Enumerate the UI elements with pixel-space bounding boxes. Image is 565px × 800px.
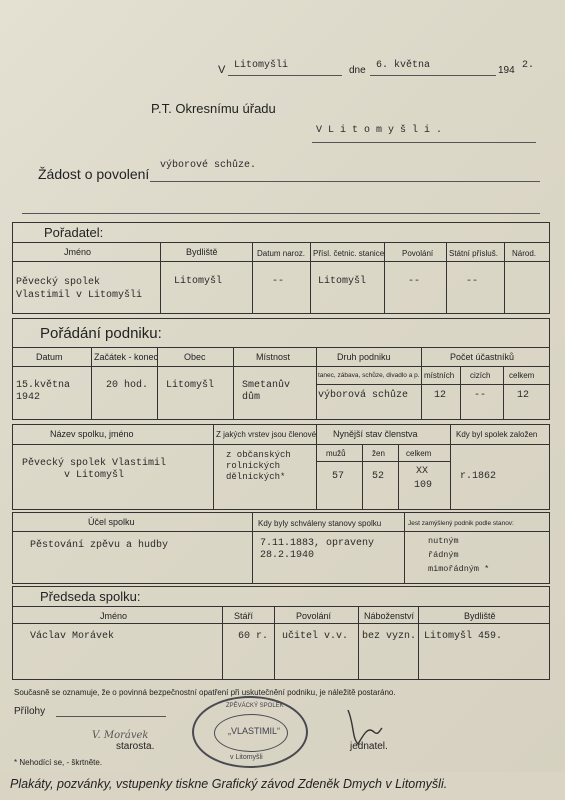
prilohy-line <box>56 716 166 717</box>
podnik-mistnost: Smetanův dům <box>242 380 291 403</box>
rule <box>404 512 405 584</box>
footnote: * Nehodící se, - škrtněte. <box>14 758 103 767</box>
rule <box>316 424 317 510</box>
predseda-povolani: učitel v.v. <box>282 631 349 642</box>
predseda-title: Předseda spolku: <box>40 589 141 604</box>
predseda-bydliste: Litomyšl 459. <box>424 631 503 642</box>
podnik-zacatek: 20 hod. <box>106 380 149 391</box>
v-label: V <box>218 64 226 76</box>
col-nabozenstvi: Náboženství <box>364 611 415 621</box>
rule <box>160 242 161 314</box>
podnik-title: Pořádání podniku: <box>40 325 162 342</box>
rule <box>504 242 505 314</box>
podnik-obec: Litomyšl <box>166 380 215 391</box>
col-predseda-bydliste: Bydliště <box>464 611 496 621</box>
col-druh: Druh podniku <box>337 352 391 362</box>
rule <box>252 512 253 584</box>
col-cizich: cizích <box>470 371 491 380</box>
col-vrstvy: Z jakých vrstev jsou členové <box>216 430 317 439</box>
rule <box>12 366 550 367</box>
request-label: Žádost o povolení <box>38 166 150 182</box>
option-mimoradnym: mimořádným * <box>428 564 490 574</box>
rule <box>358 606 359 680</box>
col-stanovy: Kdy byly schváleny stanovy spolku <box>258 519 382 528</box>
rule <box>503 366 504 420</box>
year-suffix: 2. <box>522 60 535 71</box>
col-ucel: Účel spolku <box>88 517 135 527</box>
col-predseda-povolani: Povolání <box>296 611 332 621</box>
podnik-mistnich: 12 <box>434 390 447 401</box>
col-muzu: mužů <box>326 449 346 458</box>
col-povolani: Povolání <box>402 249 434 258</box>
rule <box>316 384 550 385</box>
podnik-celkem: 12 <box>517 390 530 401</box>
rule <box>450 424 451 510</box>
rule <box>446 242 447 314</box>
col-celkem: celkem <box>509 371 535 380</box>
rule <box>398 444 399 510</box>
spolek-nazev: Pěvecký spolek Vlastimil v Litomyšl <box>22 458 167 481</box>
starosta-signature: V. Morávek <box>92 730 149 741</box>
podnik-datum: 15.května 1942 <box>16 380 71 403</box>
col-druh-sub: tanec, zábava, schůze, divadlo a p. <box>318 372 420 379</box>
rule <box>12 347 550 348</box>
spolek-muzu: 57 <box>332 471 345 482</box>
spolek-celkem: 109 <box>414 480 433 491</box>
rule <box>233 347 234 420</box>
jednatel-label: jednatel. <box>350 741 388 752</box>
rule <box>418 606 419 680</box>
podnik-cizich: -- <box>474 390 487 401</box>
request-value: výborové schůze. <box>160 160 257 171</box>
option-radnym: řádným <box>428 550 459 560</box>
poradatel-stanice: Litomyšl <box>318 276 367 287</box>
podnik-druh: výborová schůze <box>318 390 409 401</box>
rule <box>12 623 550 624</box>
col-zalozen: Kdy byl spolek založen <box>456 430 538 439</box>
year-prefix: 194 <box>498 65 515 76</box>
spolek-zalozen: r.1862 <box>460 471 497 482</box>
stamp-mid-text: „VLASTIMIL“ <box>228 726 281 736</box>
request-line-2 <box>22 213 540 214</box>
stamp-bottom-text: v Litomyšli <box>230 754 263 761</box>
col-pocet: Počet účastníků <box>450 352 515 362</box>
col-celkem-clenu: celkem <box>406 449 432 458</box>
rule <box>12 444 550 445</box>
request-line-1 <box>150 181 540 182</box>
poradatel-povolani: -- <box>408 276 421 287</box>
col-zacatek: Začátek - konec <box>94 352 159 362</box>
rule <box>310 242 311 314</box>
option-nutnym: nutným <box>428 536 459 546</box>
col-bydliste: Bydliště <box>186 247 218 257</box>
col-mistnost: Místnost <box>256 352 291 362</box>
predseda-stari: 60 r. <box>238 631 269 642</box>
date-line <box>370 75 496 76</box>
col-cetnic-stanice: Přísl. četnic. stanice <box>313 249 385 258</box>
poradatel-prislus: -- <box>466 276 479 287</box>
col-zen: žen <box>372 449 385 458</box>
rule <box>316 347 317 420</box>
predseda-jmeno: Václav Morávek <box>30 631 115 642</box>
rule <box>252 242 253 314</box>
col-mistnich: místních <box>424 371 455 380</box>
predseda-nabozenstvi: bez vyzn. <box>362 631 417 642</box>
col-obec: Obec <box>184 352 206 362</box>
col-datum: Datum <box>36 352 63 362</box>
col-podle-stanov: Jest zamýšlený podnik podle stanov: <box>408 520 514 527</box>
rule <box>213 424 214 510</box>
rule <box>222 606 223 680</box>
ucel-value: Pěstování zpěvu a hudby <box>30 540 169 551</box>
poradatel-datum: -- <box>272 276 285 287</box>
poradatel-title: Pořadatel: <box>44 225 104 240</box>
rule <box>384 242 385 314</box>
poradatel-jmeno: Pěvecký spolek Vlastimil v Litomyšli <box>16 277 143 301</box>
col-nazev: Název spolku, jméno <box>50 429 134 439</box>
notice-text: Současně se oznamuje, že o povinná bezpečnostní opatření při uskutečnění podniku, je náležitě postaráno. <box>14 688 396 697</box>
rule <box>12 261 550 262</box>
rule <box>460 366 461 420</box>
spolek-celkem-strike: XX <box>416 466 429 477</box>
prilohy-label: Přílohy <box>14 706 46 717</box>
addressee-place: V L i t o m y š l i . <box>316 125 443 136</box>
rule <box>12 606 550 607</box>
printer-text: Plakáty, pozvánky, vstupenky tiskne Grafický závod Zdeněk Dmych v Litomyšli. <box>10 777 448 791</box>
rule <box>421 347 422 420</box>
col-datum-naroz: Datum naroz. <box>257 249 306 258</box>
dne-label: dne <box>349 65 366 76</box>
rule <box>91 347 92 420</box>
col-stari: Stáří <box>234 611 254 621</box>
date-value: 6. května <box>376 60 431 71</box>
col-jmeno: Jméno <box>64 247 92 257</box>
stanovy-value: 7.11.1883, opraveny 28.2.1940 <box>260 538 375 561</box>
spolek-vrstvy: z občanských rolnických dělnických* <box>226 450 291 482</box>
rule <box>274 606 275 680</box>
col-narod: Národ. <box>512 249 537 258</box>
addressee-line <box>312 142 536 143</box>
club-stamp <box>192 696 308 768</box>
rule <box>12 531 550 532</box>
place-line <box>228 75 342 76</box>
col-statni-prislus: Státní přísluš. <box>449 249 498 258</box>
poradatel-bydliste: Litomyšl <box>174 276 223 287</box>
stamp-top-text: ZPĚVÁCKÝ SPOLEK <box>226 703 284 709</box>
spolek-zen: 52 <box>372 471 385 482</box>
jednatel-signature <box>344 704 384 748</box>
addressee: P.T. Okresnímu úřadu <box>151 101 276 116</box>
col-stav: Nynější stav členstva <box>333 429 418 439</box>
rule <box>12 242 550 243</box>
col-predseda-jmeno: Jméno <box>100 611 128 621</box>
rule <box>316 461 450 462</box>
place-value: Litomyšli <box>234 60 289 71</box>
starosta-label: starosta. <box>116 741 155 752</box>
rule <box>362 444 363 510</box>
